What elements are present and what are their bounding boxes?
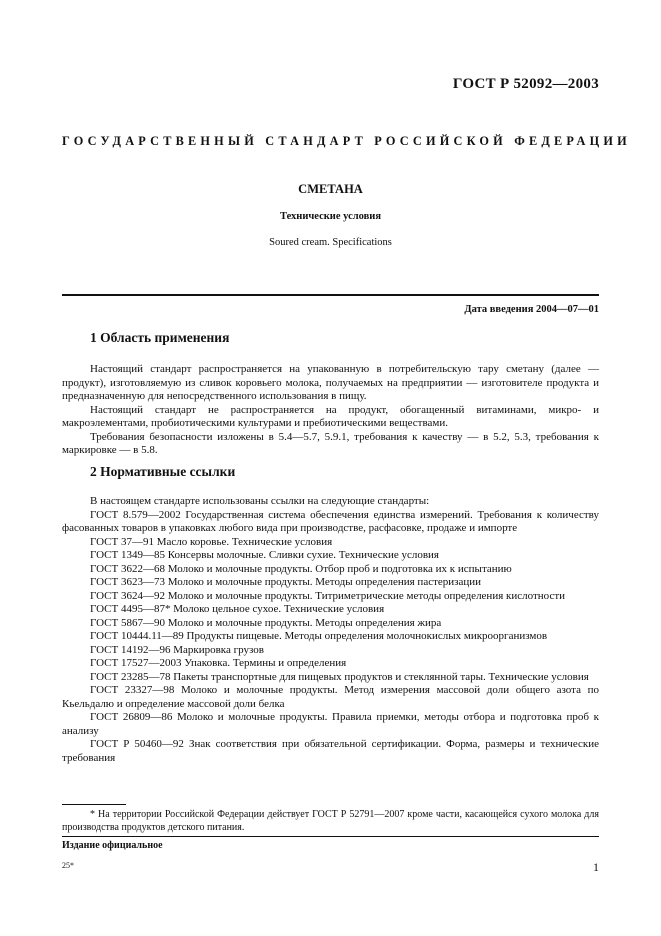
paragraph: Требования безопасности изложены в 5.4—5.7, 5.9.1, требования к качеству — в 5.2, 5.3, требования к маркировке — в 5.8.: [62, 430, 599, 456]
state-standard-heading: ГОСУДАРСТВЕННЫЙ СТАНДАРТ РОССИЙСКОЙ ФЕДЕРАЦИИ: [62, 134, 631, 148]
edition-label: Издание официальное: [62, 840, 163, 851]
reference-item: ГОСТ 23285—78 Пакеты транспортные для пищевых продуктов и стеклянной тары. Технические условия: [90, 670, 589, 683]
paragraph: Настоящий стандарт не распространяется на продукт, обогащенный витаминами, микро- и макроэлементами, пробиотическими культурами и пребиотическими веществами.: [62, 403, 599, 429]
reference-item: ГОСТ 3624—92 Молоко и молочные продукты. Титриметрические методы определения кислотности: [90, 589, 566, 602]
document-english-title: Soured cream. Specifications: [269, 237, 392, 248]
sheet-number: 25*: [62, 861, 74, 870]
document-subtitle: Технические условия: [279, 211, 382, 222]
reference-item: ГОСТ 37—91 Масло коровье. Технические условия: [90, 535, 333, 548]
reference-item: ГОСТ 3623—73 Молоко и молочные продукты. Методы определения пастеризации: [90, 576, 482, 588]
footnote-divider: [62, 804, 126, 805]
reference-item: ГОСТ 26809—86 Молоко и молочные продукты. Правила приемки, методы отбора и подготовка проб к анализу: [62, 711, 599, 737]
paragraph: Настоящий стандарт распространяется на упакованную в потребительскую тару сметану (далее — продукт), изготовляемую из сливок коровьего молока, получаемых на предприятии — изготовителе продукта и предназначенную для непосредственного использования в пищу.: [62, 363, 599, 402]
reference-item: ГОСТ 17527—2003 Упаковка. Термины и определения: [90, 657, 347, 669]
section-heading: 2 Нормативные ссылки: [90, 464, 236, 479]
section-scope: [62, 330, 599, 458]
document-title: СМЕТАНА: [298, 182, 363, 196]
section-normative-references: [62, 464, 599, 765]
reference-item: ГОСТ Р 50460—92 Знак соответствия при обязательной сертификации. Форма, размеры и технические требования: [62, 738, 599, 764]
title-divider: [62, 294, 599, 296]
reference-item: ГОСТ 14192—96 Маркировка грузов: [90, 643, 264, 656]
page-number: 1: [593, 860, 599, 874]
reference-item: ГОСТ 23327—98 Молоко и молочные продукты. Метод измерения массовой доли общего азота по Кьельдалю и определение массовой доли белка: [62, 684, 599, 710]
footnote: * На территории Российской Федерации действует ГОСТ Р 52791—2007 кроме части, касающейся сухого молока для производства продуктов детского питания.: [62, 809, 599, 833]
gost-code: ГОСТ Р 52092—2003: [452, 76, 599, 92]
section-heading: 1 Область применения: [90, 330, 230, 345]
reference-item: ГОСТ 3622—68 Молоко и молочные продукты. Отбор проб и подготовка их к испытанию: [90, 562, 512, 575]
footer-divider: [62, 836, 599, 837]
reference-item: ГОСТ 5867—90 Молоко и молочные продукты. Методы определения жира: [90, 616, 442, 629]
intro-date: Дата введения 2004—07—01: [464, 304, 599, 315]
reference-item: ГОСТ 8.579—2002 Государственная система обеспечения единства измерений. Требования к количеству фасованных товаров в упаковках любого вида при производстве, расфасовке, продаже и импорте: [62, 508, 599, 534]
reference-item: ГОСТ 1349—85 Консервы молочные. Сливки сухие. Технические условия: [90, 549, 439, 561]
reference-item: ГОСТ 4495—87* Молоко цельное сухое. Технические условия: [90, 603, 385, 615]
paragraph: В настоящем стандарте использованы ссылки на следующие стандарты:: [90, 495, 430, 507]
reference-item: ГОСТ 10444.11—89 Продукты пищевые. Методы определения молочнокислых микроорганизмов: [90, 630, 548, 642]
